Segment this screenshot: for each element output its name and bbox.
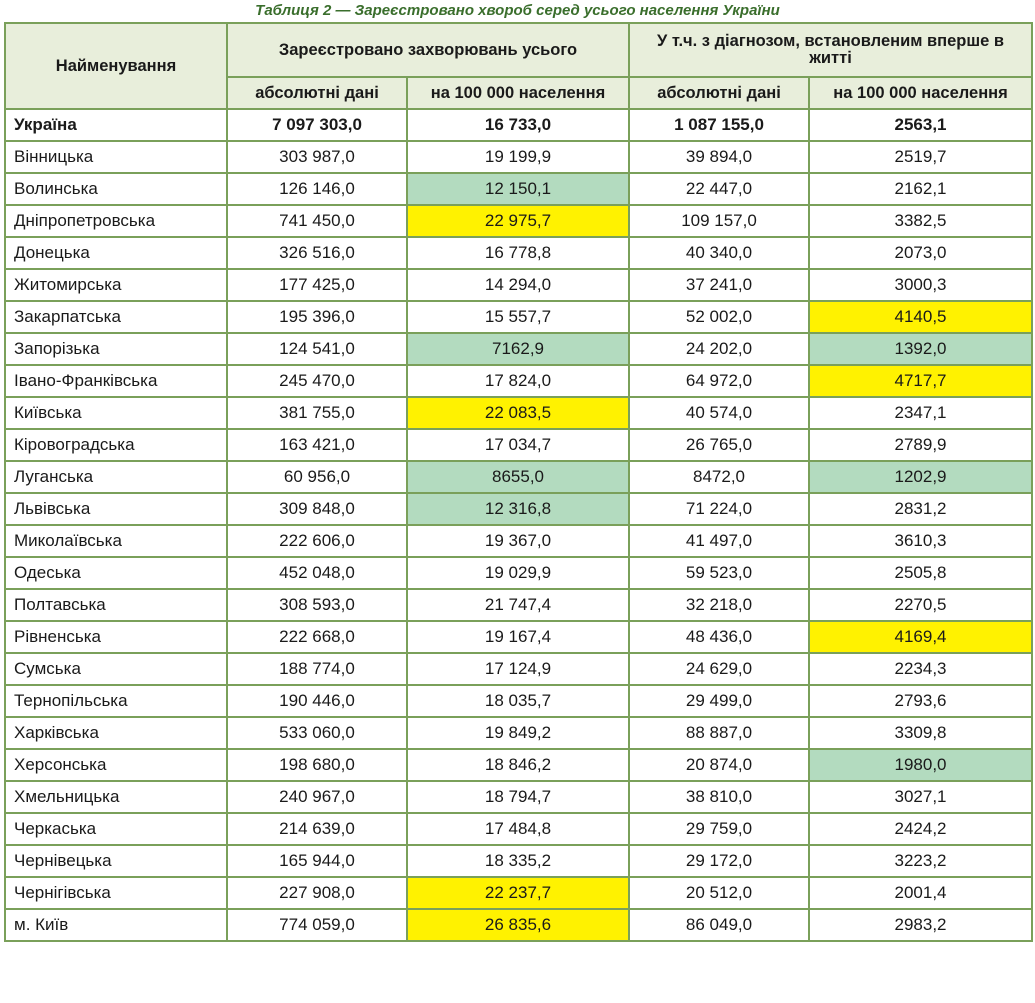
registered-absolute-cell: 188 774,0 <box>227 653 407 685</box>
registered-per-100k-cell: 7162,9 <box>407 333 629 365</box>
first-diagnosed-per-100k-cell: 3309,8 <box>809 717 1032 749</box>
table-row <box>5 109 1032 141</box>
first-diagnosed-absolute-cell: 64 972,0 <box>629 365 809 397</box>
registered-per-100k-cell: 18 846,2 <box>407 749 629 781</box>
first-diagnosed-per-100k-cell: 3027,1 <box>809 781 1032 813</box>
registered-per-100k-cell: 18 035,7 <box>407 685 629 717</box>
first-diagnosed-per-100k-cell: 1392,0 <box>809 333 1032 365</box>
region-name-cell: Чернігівська <box>5 877 227 909</box>
registered-absolute-cell: 326 516,0 <box>227 237 407 269</box>
table-row <box>5 877 1032 909</box>
registered-per-100k-cell: 22 083,5 <box>407 397 629 429</box>
header-group-first-diagnosed: У т.ч. з діагнозом, встановленим вперше в житті <box>629 23 1032 77</box>
table-row <box>5 717 1032 749</box>
table-row <box>5 365 1032 397</box>
first-diagnosed-per-100k-cell: 2505,8 <box>809 557 1032 589</box>
first-diagnosed-absolute-cell: 8472,0 <box>629 461 809 493</box>
registered-per-100k-cell: 22 975,7 <box>407 205 629 237</box>
table-row <box>5 813 1032 845</box>
first-diagnosed-absolute-cell: 37 241,0 <box>629 269 809 301</box>
registered-absolute-cell: 7 097 303,0 <box>227 109 407 141</box>
first-diagnosed-per-100k-cell: 2347,1 <box>809 397 1032 429</box>
registered-absolute-cell: 381 755,0 <box>227 397 407 429</box>
table-caption: Таблиця 2 — Зареєстровано хвороб серед усього населення України <box>255 2 780 19</box>
table-row <box>5 237 1032 269</box>
first-diagnosed-per-100k-cell: 3610,3 <box>809 525 1032 557</box>
first-diagnosed-absolute-cell: 41 497,0 <box>629 525 809 557</box>
first-diagnosed-absolute-cell: 38 810,0 <box>629 781 809 813</box>
first-diagnosed-absolute-cell: 59 523,0 <box>629 557 809 589</box>
registered-per-100k-cell: 19 029,9 <box>407 557 629 589</box>
first-diagnosed-absolute-cell: 22 447,0 <box>629 173 809 205</box>
first-diagnosed-absolute-cell: 40 574,0 <box>629 397 809 429</box>
first-diagnosed-absolute-cell: 88 887,0 <box>629 717 809 749</box>
registered-per-100k-cell: 19 199,9 <box>407 141 629 173</box>
first-diagnosed-absolute-cell: 39 894,0 <box>629 141 809 173</box>
first-diagnosed-per-100k-cell: 2519,7 <box>809 141 1032 173</box>
registered-absolute-cell: 214 639,0 <box>227 813 407 845</box>
table-row <box>5 333 1032 365</box>
first-diagnosed-absolute-cell: 20 874,0 <box>629 749 809 781</box>
table-row <box>5 525 1032 557</box>
region-name-cell: Львівська <box>5 493 227 525</box>
registered-absolute-cell: 60 956,0 <box>227 461 407 493</box>
header-per-100k: на 100 000 населення <box>809 77 1032 109</box>
region-name-cell: Донецька <box>5 237 227 269</box>
table-row <box>5 589 1032 621</box>
region-name-cell: Черкаська <box>5 813 227 845</box>
registered-absolute-cell: 741 450,0 <box>227 205 407 237</box>
registered-absolute-cell: 227 908,0 <box>227 877 407 909</box>
registered-per-100k-cell: 17 824,0 <box>407 365 629 397</box>
table-row <box>5 493 1032 525</box>
first-diagnosed-absolute-cell: 20 512,0 <box>629 877 809 909</box>
registered-per-100k-cell: 17 124,9 <box>407 653 629 685</box>
first-diagnosed-per-100k-cell: 2001,4 <box>809 877 1032 909</box>
region-name-cell: Харківська <box>5 717 227 749</box>
first-diagnosed-per-100k-cell: 3223,2 <box>809 845 1032 877</box>
region-name-cell: Вінницька <box>5 141 227 173</box>
first-diagnosed-per-100k-cell: 2831,2 <box>809 493 1032 525</box>
table-row <box>5 173 1032 205</box>
first-diagnosed-per-100k-cell: 2234,3 <box>809 653 1032 685</box>
region-name-cell: Хмельницька <box>5 781 227 813</box>
table-row <box>5 685 1032 717</box>
region-name-cell: м. Київ <box>5 909 227 941</box>
registered-per-100k-cell: 12 316,8 <box>407 493 629 525</box>
first-diagnosed-per-100k-cell: 4717,7 <box>809 365 1032 397</box>
region-name-cell: Тернопільська <box>5 685 227 717</box>
registered-per-100k-cell: 19 849,2 <box>407 717 629 749</box>
first-diagnosed-per-100k-cell: 2789,9 <box>809 429 1032 461</box>
first-diagnosed-per-100k-cell: 3382,5 <box>809 205 1032 237</box>
first-diagnosed-per-100k-cell: 4140,5 <box>809 301 1032 333</box>
first-diagnosed-per-100k-cell: 1980,0 <box>809 749 1032 781</box>
header-per-100k: на 100 000 населення <box>407 77 629 109</box>
first-diagnosed-per-100k-cell: 2983,2 <box>809 909 1032 941</box>
registered-per-100k-cell: 18 335,2 <box>407 845 629 877</box>
table-row <box>5 397 1032 429</box>
registered-absolute-cell: 190 446,0 <box>227 685 407 717</box>
first-diagnosed-per-100k-cell: 2424,2 <box>809 813 1032 845</box>
first-diagnosed-per-100k-cell: 1202,9 <box>809 461 1032 493</box>
region-name-cell: Миколаївська <box>5 525 227 557</box>
first-diagnosed-absolute-cell: 48 436,0 <box>629 621 809 653</box>
registered-absolute-cell: 165 944,0 <box>227 845 407 877</box>
first-diagnosed-per-100k-cell: 2162,1 <box>809 173 1032 205</box>
region-name-cell: Дніпропетровська <box>5 205 227 237</box>
registered-absolute-cell: 126 146,0 <box>227 173 407 205</box>
disease-table <box>4 22 1033 942</box>
first-diagnosed-per-100k-cell: 2073,0 <box>809 237 1032 269</box>
region-name-cell: Одеська <box>5 557 227 589</box>
registered-absolute-cell: 198 680,0 <box>227 749 407 781</box>
first-diagnosed-absolute-cell: 29 759,0 <box>629 813 809 845</box>
first-diagnosed-absolute-cell: 29 172,0 <box>629 845 809 877</box>
region-name-cell: Кіровоградська <box>5 429 227 461</box>
header-absolute: абсолютні дані <box>227 77 407 109</box>
registered-per-100k-cell: 22 237,7 <box>407 877 629 909</box>
registered-absolute-cell: 222 668,0 <box>227 621 407 653</box>
table-row <box>5 205 1032 237</box>
registered-absolute-cell: 452 048,0 <box>227 557 407 589</box>
first-diagnosed-per-100k-cell: 2793,6 <box>809 685 1032 717</box>
registered-per-100k-cell: 16 778,8 <box>407 237 629 269</box>
first-diagnosed-absolute-cell: 29 499,0 <box>629 685 809 717</box>
registered-per-100k-cell: 17 034,7 <box>407 429 629 461</box>
registered-absolute-cell: 533 060,0 <box>227 717 407 749</box>
header-group-registered: Зареєстровано захворювань усього <box>227 23 629 77</box>
region-name-cell: Херсонська <box>5 749 227 781</box>
first-diagnosed-per-100k-cell: 3000,3 <box>809 269 1032 301</box>
table-body <box>5 109 1032 941</box>
region-name-cell: Полтавська <box>5 589 227 621</box>
registered-per-100k-cell: 16 733,0 <box>407 109 629 141</box>
first-diagnosed-absolute-cell: 24 202,0 <box>629 333 809 365</box>
table-row <box>5 301 1032 333</box>
table-row <box>5 845 1032 877</box>
registered-per-100k-cell: 21 747,4 <box>407 589 629 621</box>
registered-absolute-cell: 177 425,0 <box>227 269 407 301</box>
registered-per-100k-cell: 19 167,4 <box>407 621 629 653</box>
registered-per-100k-cell: 19 367,0 <box>407 525 629 557</box>
region-name-cell: Закарпатська <box>5 301 227 333</box>
table-row <box>5 141 1032 173</box>
table-row <box>5 461 1032 493</box>
registered-absolute-cell: 195 396,0 <box>227 301 407 333</box>
region-name-cell: Рівненська <box>5 621 227 653</box>
registered-absolute-cell: 245 470,0 <box>227 365 407 397</box>
region-name-cell: Чернівецька <box>5 845 227 877</box>
first-diagnosed-absolute-cell: 109 157,0 <box>629 205 809 237</box>
region-name-cell: Запорізька <box>5 333 227 365</box>
first-diagnosed-absolute-cell: 40 340,0 <box>629 237 809 269</box>
registered-per-100k-cell: 18 794,7 <box>407 781 629 813</box>
table-row <box>5 749 1032 781</box>
header-name: Найменування <box>5 23 227 109</box>
registered-absolute-cell: 309 848,0 <box>227 493 407 525</box>
header-absolute: абсолютні дані <box>629 77 809 109</box>
table-row <box>5 429 1032 461</box>
table-row <box>5 621 1032 653</box>
first-diagnosed-per-100k-cell: 2270,5 <box>809 589 1032 621</box>
registered-per-100k-cell: 12 150,1 <box>407 173 629 205</box>
table-row <box>5 909 1032 941</box>
table-row <box>5 557 1032 589</box>
first-diagnosed-absolute-cell: 1 087 155,0 <box>629 109 809 141</box>
first-diagnosed-absolute-cell: 24 629,0 <box>629 653 809 685</box>
region-name-cell: Житомирська <box>5 269 227 301</box>
registered-per-100k-cell: 15 557,7 <box>407 301 629 333</box>
registered-absolute-cell: 308 593,0 <box>227 589 407 621</box>
table-row <box>5 781 1032 813</box>
first-diagnosed-absolute-cell: 86 049,0 <box>629 909 809 941</box>
region-name-cell: Івано-Франківська <box>5 365 227 397</box>
registered-per-100k-cell: 26 835,6 <box>407 909 629 941</box>
first-diagnosed-absolute-cell: 26 765,0 <box>629 429 809 461</box>
registered-absolute-cell: 124 541,0 <box>227 333 407 365</box>
region-name-cell: Волинська <box>5 173 227 205</box>
region-name-cell: Київська <box>5 397 227 429</box>
region-name-cell: Луганська <box>5 461 227 493</box>
first-diagnosed-absolute-cell: 32 218,0 <box>629 589 809 621</box>
registered-absolute-cell: 774 059,0 <box>227 909 407 941</box>
first-diagnosed-per-100k-cell: 2563,1 <box>809 109 1032 141</box>
first-diagnosed-per-100k-cell: 4169,4 <box>809 621 1032 653</box>
registered-per-100k-cell: 14 294,0 <box>407 269 629 301</box>
registered-absolute-cell: 240 967,0 <box>227 781 407 813</box>
region-name-cell: Україна <box>5 109 227 141</box>
first-diagnosed-absolute-cell: 52 002,0 <box>629 301 809 333</box>
region-name-cell: Сумська <box>5 653 227 685</box>
table-row <box>5 653 1032 685</box>
first-diagnosed-absolute-cell: 71 224,0 <box>629 493 809 525</box>
registered-absolute-cell: 303 987,0 <box>227 141 407 173</box>
registered-absolute-cell: 163 421,0 <box>227 429 407 461</box>
registered-per-100k-cell: 17 484,8 <box>407 813 629 845</box>
table-row <box>5 269 1032 301</box>
registered-per-100k-cell: 8655,0 <box>407 461 629 493</box>
registered-absolute-cell: 222 606,0 <box>227 525 407 557</box>
